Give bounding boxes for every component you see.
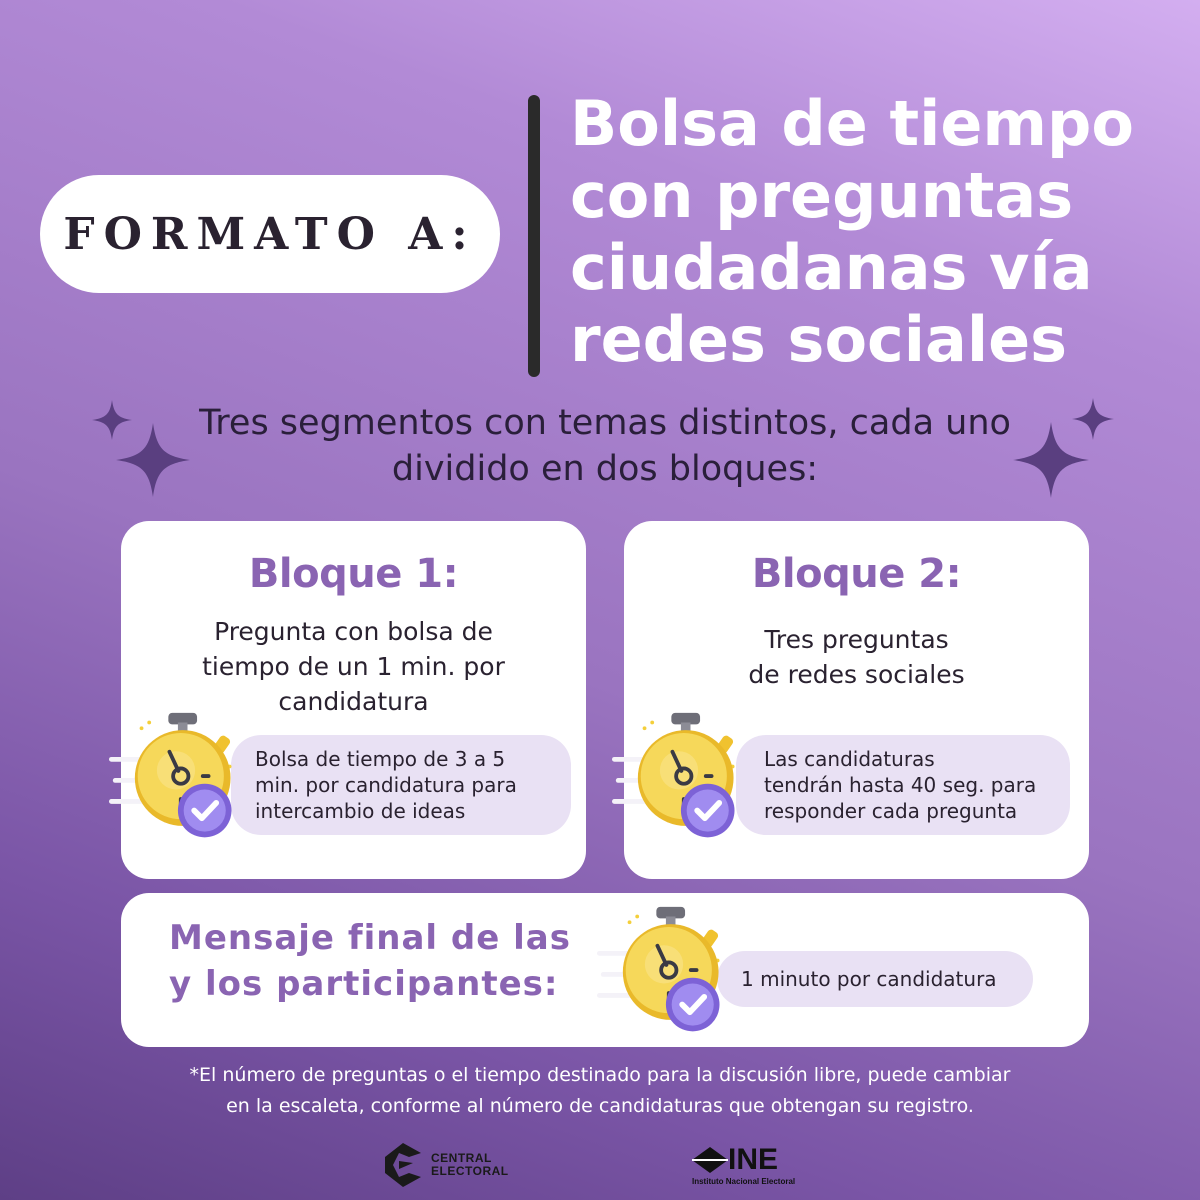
bloque-2-description-line: de redes sociales <box>748 660 965 689</box>
main-title-line: redes sociales <box>570 303 1068 376</box>
bloque-1-info-line: min. por candidatura para <box>255 773 517 797</box>
bloque-2-title: Bloque 2: <box>751 551 962 597</box>
bloque-1-card <box>121 521 586 879</box>
final-message-title-line: y los participantes: <box>169 964 559 1004</box>
subtitle-line: Tres segmentos con temas distintos, cada uno <box>199 403 1011 443</box>
ine-mark-icon <box>692 1147 728 1173</box>
central-electoral-mark-icon <box>385 1143 423 1187</box>
bloque-2-card <box>624 521 1089 879</box>
bloque-1-description-line: Pregunta con bolsa de <box>214 617 493 646</box>
bloque-1-title: Bloque 1: <box>248 551 459 597</box>
bloque-1-description-line: candidatura <box>278 687 429 716</box>
central-electoral-logo <box>385 1143 509 1187</box>
stopwatch-check-icon <box>612 711 746 845</box>
bloque-1-description-line: tiempo de un 1 min. por <box>202 652 505 681</box>
central-electoral-line: ELECTORAL <box>431 1164 509 1178</box>
ine-subtitle: Instituto Nacional Electoral <box>692 1177 796 1186</box>
bloque-2-info-pill <box>736 735 1070 835</box>
central-electoral-wordmark <box>431 1152 509 1178</box>
stopwatch-check-icon <box>109 711 243 845</box>
subtitle <box>150 400 1060 492</box>
final-info: 1 minuto por candidatura <box>741 967 997 991</box>
bloque-2-info-line: Las candidaturas <box>764 747 935 771</box>
format-label-pill <box>40 175 500 293</box>
bloque-1-info <box>255 746 517 824</box>
bloque-2-info-line: tendrán hasta 40 seg. para <box>764 773 1037 797</box>
stopwatch-check-icon <box>597 905 731 1039</box>
ine-wordmark: INE <box>728 1143 779 1176</box>
bloque-1-info-line: intercambio de ideas <box>255 799 466 823</box>
bloque-2-description <box>654 622 1059 692</box>
format-label: FORMATO A: <box>63 208 477 260</box>
ine-logo <box>692 1145 795 1186</box>
final-info-pill <box>717 951 1033 1007</box>
final-message-title-line: Mensaje final de las <box>169 918 571 958</box>
footnote <box>80 1060 1120 1122</box>
bloque-2-info-line: responder cada pregunta <box>764 799 1018 823</box>
bloque-2-info <box>764 746 1036 824</box>
main-title-line: ciudadanas vía <box>570 231 1093 304</box>
title-divider <box>528 95 540 377</box>
final-message-card <box>121 893 1089 1047</box>
main-title-line: Bolsa de tiempo <box>570 87 1134 160</box>
bloque-1-info-line: Bolsa de tiempo de 3 a 5 <box>255 747 506 771</box>
main-title <box>570 88 1170 376</box>
bloque-1-description <box>151 614 556 719</box>
footnote-line: *El número de preguntas o el tiempo destinado para la discusión libre, puede cambiar <box>189 1064 1011 1086</box>
central-electoral-line: CENTRAL <box>431 1151 492 1165</box>
main-title-line: con preguntas <box>570 159 1074 232</box>
subtitle-line: dividido en dos bloques: <box>391 449 819 489</box>
footnote-line: en la escaleta, conforme al número de candidaturas que obtengan su registro. <box>226 1095 974 1117</box>
bloque-2-description-line: Tres preguntas <box>764 625 949 654</box>
bloque-1-info-pill <box>231 735 571 835</box>
final-message-title <box>169 915 589 1007</box>
